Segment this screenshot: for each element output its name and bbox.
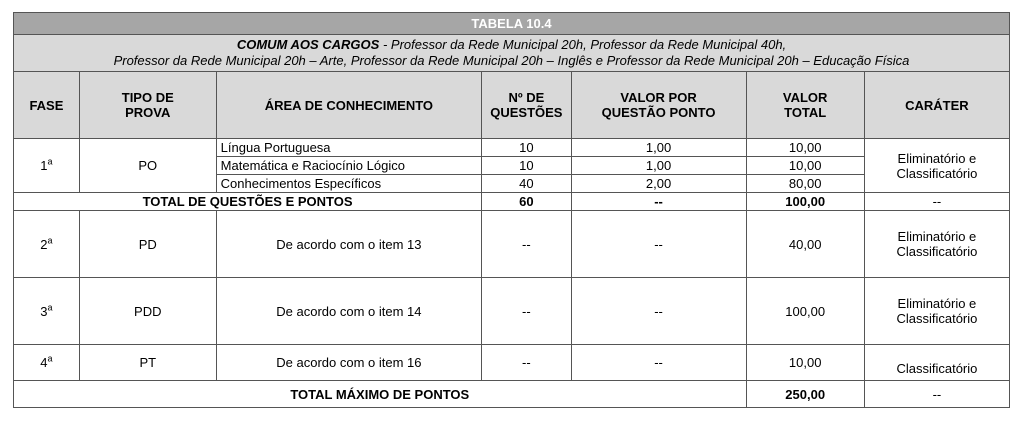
table-row: [14, 139, 1010, 157]
phase2-valor-total: 40,00: [746, 211, 864, 278]
table-title-row: [14, 13, 1010, 35]
phase1-total-questoes: 60: [482, 193, 572, 211]
phase4-questoes: --: [482, 345, 572, 381]
header-area: ÁREA DE CONHECIMENTO: [216, 72, 481, 139]
header-vt-line1: VALOR: [782, 90, 828, 105]
header-questoes: [482, 72, 572, 139]
grand-total-row: [14, 381, 1010, 408]
phase4-valor-questao: --: [571, 345, 746, 381]
phase3-fase-sup: a: [47, 302, 53, 313]
phase3-fase-num: 3: [40, 303, 48, 319]
header-valor-total: [746, 72, 864, 139]
header-vq-line1: VALOR POR: [620, 90, 697, 105]
phase3-carater: [864, 278, 1009, 345]
phase1-fase: [14, 139, 80, 193]
phase1-total-label: TOTAL DE QUESTÕES E PONTOS: [14, 193, 482, 211]
phase2-fase-num: 2: [40, 236, 48, 252]
phase1-carater-line2: Classificatório: [896, 165, 978, 181]
phase1-row3-valor-total: 80,00: [746, 175, 864, 193]
phase1-row1-questoes: 10: [482, 139, 572, 157]
phase2-questoes: --: [482, 211, 572, 278]
phase1-row2-valor-total: 10,00: [746, 157, 864, 175]
scoring-table: [13, 12, 1010, 408]
header-tipo: [79, 72, 216, 139]
phase1-row3-area: Conhecimentos Específicos: [216, 175, 481, 193]
phase3-questoes: --: [482, 278, 572, 345]
phase1-row1-valor-total: 10,00: [746, 139, 864, 157]
phase1-row1-valor-questao: 1,00: [571, 139, 746, 157]
table-subtitle-row: [14, 35, 1010, 72]
phase1-total-valor-questao: --: [571, 193, 746, 211]
table-subtitle: [14, 35, 1010, 72]
header-vt-line2: TOTAL: [784, 105, 827, 120]
header-questoes-line1: Nº DE: [508, 90, 545, 105]
grand-total-valor: 250,00: [746, 381, 864, 408]
table-row: [14, 278, 1010, 345]
phase3-valor-questao: --: [571, 278, 746, 345]
phase4-fase-sup: a: [47, 353, 53, 364]
header-tipo-line1: TIPO DE: [121, 90, 174, 105]
phase3-tipo: PDD: [79, 278, 216, 345]
phase3-valor-total: 100,00: [746, 278, 864, 345]
phase1-row3-valor-questao: 2,00: [571, 175, 746, 193]
phase2-fase-sup: a: [47, 235, 53, 246]
phase4-tipo: PT: [79, 345, 216, 381]
phase3-carater-line1: Eliminatório e: [897, 296, 977, 311]
phase1-total-valor-total: 100,00: [746, 193, 864, 211]
table-row: [14, 211, 1010, 278]
phase3-area: De acordo com o item 14: [216, 278, 481, 345]
phase4-fase-num: 4: [40, 355, 48, 370]
phase4-valor-total: 10,00: [746, 345, 864, 381]
phase1-fase-sup: a: [47, 156, 53, 167]
phase2-carater-line2: Classificatório: [896, 244, 978, 259]
header-valor-questao: [571, 72, 746, 139]
phase4-carater: Classificatório: [864, 345, 1009, 381]
phase2-tipo: PD: [79, 211, 216, 278]
subtitle-line2: Professor da Rede Municipal 20h – Arte, Professor da Rede Municipal 20h – Inglês e Professor da Rede Municipal 20h – Educação Física: [113, 53, 910, 68]
phase2-fase: [14, 211, 80, 278]
phase4-fase: [14, 345, 80, 381]
phase1-total-row: [14, 193, 1010, 211]
phase3-fase: [14, 278, 80, 345]
phase1-row1-area: Língua Portuguesa: [216, 139, 481, 157]
grand-total-label: TOTAL MÁXIMO DE PONTOS: [14, 381, 747, 408]
phase1-row2-questoes: 10: [482, 157, 572, 175]
phase2-carater: [864, 211, 1009, 278]
phase1-row2-valor-questao: 1,00: [571, 157, 746, 175]
header-questoes-line2: QUESTÕES: [490, 105, 563, 120]
phase2-valor-questao: --: [571, 211, 746, 278]
phase1-tipo: PO: [79, 139, 216, 193]
subtitle-bold: COMUM AOS CARGOS: [236, 37, 380, 52]
grand-total-carater: --: [864, 381, 1009, 408]
phase4-area: De acordo com o item 16: [216, 345, 481, 381]
header-vq-line2: QUESTÃO PONTO: [601, 105, 716, 120]
phase1-total-carater: --: [864, 193, 1009, 211]
subtitle-line1: - Professor da Rede Municipal 20h, Professor da Rede Municipal 40h,: [379, 37, 787, 52]
phase1-carater-line1: Eliminatório e: [897, 150, 977, 166]
phase3-carater-line2: Classificatório: [896, 311, 978, 326]
header-carater: CARÁTER: [864, 72, 1009, 139]
phase1-fase-num: 1: [40, 158, 48, 173]
phase1-carater: [864, 139, 1009, 193]
header-fase: FASE: [14, 72, 80, 139]
table-row: [14, 345, 1010, 381]
table-title: TABELA 10.4: [14, 13, 1010, 35]
header-tipo-line2: PROVA: [125, 105, 171, 120]
phase1-row3-questoes: 40: [482, 175, 572, 193]
phase2-carater-line1: Eliminatório e: [897, 229, 977, 244]
header-row: [14, 72, 1010, 139]
phase2-area: De acordo com o item 13: [216, 211, 481, 278]
phase1-row2-area: Matemática e Raciocínio Lógico: [216, 157, 481, 175]
